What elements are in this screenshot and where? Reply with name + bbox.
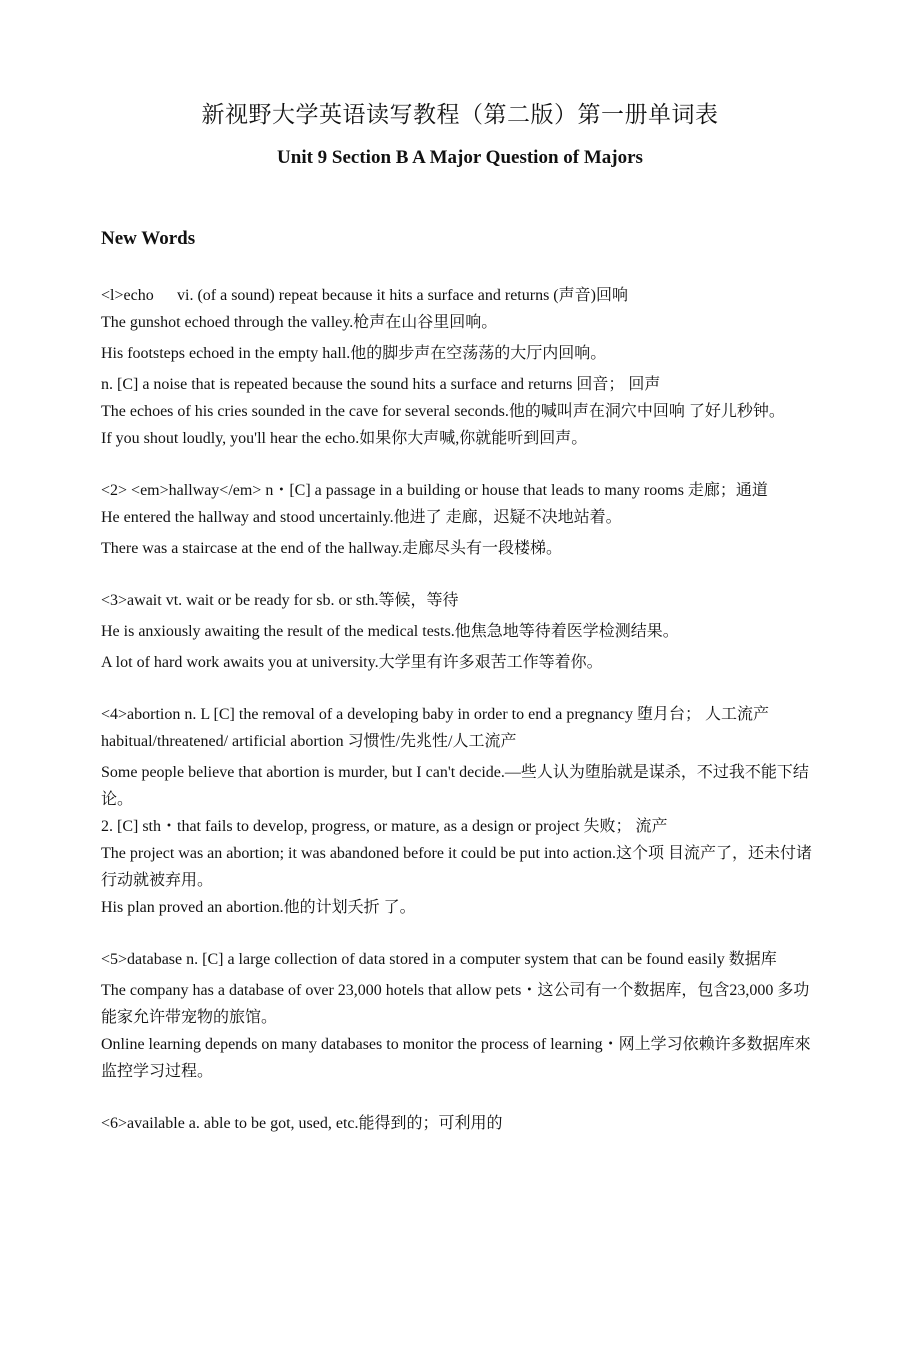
entry-headword <box>101 282 816 309</box>
unit-subtitle: Unit 9 Section B A Major Question of Majors <box>277 147 643 168</box>
headword-term: <l>echo <box>101 287 154 304</box>
example-line: A lot of hard work awaits you at university.大学里有许多艰苦工作等着你。 <box>101 654 603 671</box>
entry-headword: <3>await vt. wait or be ready for sb. or sth.等候，等待 <box>101 592 459 609</box>
example-line: He is anxiously awaiting the result of the medical tests.他焦急地等待着医学检测结果。 <box>101 623 679 640</box>
vocabulary-list <box>101 282 816 1162</box>
section-heading: New Words <box>101 228 196 249</box>
vocab-entry-await <box>101 587 816 676</box>
example-line: The project was an abortion; it was abandoned before it could be put into action.这个项 目流产了，还未付诸行动就被弃用。 <box>101 845 812 889</box>
example-line: He entered the hallway and stood uncertainly.他进了 走廊，迟疑不决地站着。 <box>101 509 622 526</box>
example-line: Some people believe that abortion is murder, but I can't decide.—些人认为堕胎就是谋杀，不过我不能下结论。 <box>101 764 809 808</box>
vocab-entry-echo <box>101 282 816 452</box>
definition-line: 2. [C] sth・that fails to develop, progress, or mature, as a design or project 失败； 流产 <box>101 818 668 835</box>
entry-headword: <6>available a. able to be got, used, etc.能得到的；可利用的 <box>101 1115 503 1132</box>
page-title: 新视野大学英语读写教程（第二版）第一册单词表 <box>201 102 719 127</box>
vocab-entry-database <box>101 946 816 1085</box>
example-line: His plan proved an abortion.他的计划夭折 了。 <box>101 899 416 916</box>
definition-line: n. [C] a noise that is repeated because the sound hits a surface and returns 回音； 回声 <box>101 376 661 393</box>
vocab-entry-hallway <box>101 477 816 562</box>
example-line: habitual/threatened/ artificial abortion 习惯性/先兆性/人工流产 <box>101 733 517 750</box>
entry-headword: <4>abortion n. L [C] the removal of a developing baby in order to end a pregnancy 堕月台； 人工流产 <box>101 706 769 723</box>
example-line: If you shout loudly, you'll hear the echo.如果你大声喊,你就能听到回声。 <box>101 430 588 447</box>
entry-headword: <5>database n. [C] a large collection of data stored in a computer system that can be found easily 数据库 <box>101 951 777 968</box>
headword-definition: vi. (of a sound) repeat because it hits a surface and returns (声音)回响 <box>177 287 628 304</box>
example-line: The company has a database of over 23,000 hotels that allow pets・这公司有一个数据库，包含23,000 多功能家允许带宠物的旅馆。 <box>101 982 810 1026</box>
vocab-entry-abortion <box>101 701 816 921</box>
example-line: There was a staircase at the end of the hallway.走廊尽头有一段楼梯。 <box>101 540 563 557</box>
vocab-entry-available <box>101 1110 816 1137</box>
example-line: The gunshot echoed through the valley.枪声在山谷里回响。 <box>101 314 498 331</box>
example-line: The echoes of his cries sounded in the cave for several seconds.他的喊叫声在洞穴中回响 了好儿秒钟。 <box>101 403 785 420</box>
example-line: Online learning depends on many databases to monitor the process of learning・网上学习依赖许多数据库來监控学习过程。 <box>101 1036 811 1080</box>
example-line: His footsteps echoed in the empty hall.他的脚步声在空荡荡的大厅内回响。 <box>101 345 607 362</box>
entry-headword: <2> <em>hallway</em> n・[C] a passage in a building or house that leads to many rooms 走廊；通道 <box>101 482 768 499</box>
